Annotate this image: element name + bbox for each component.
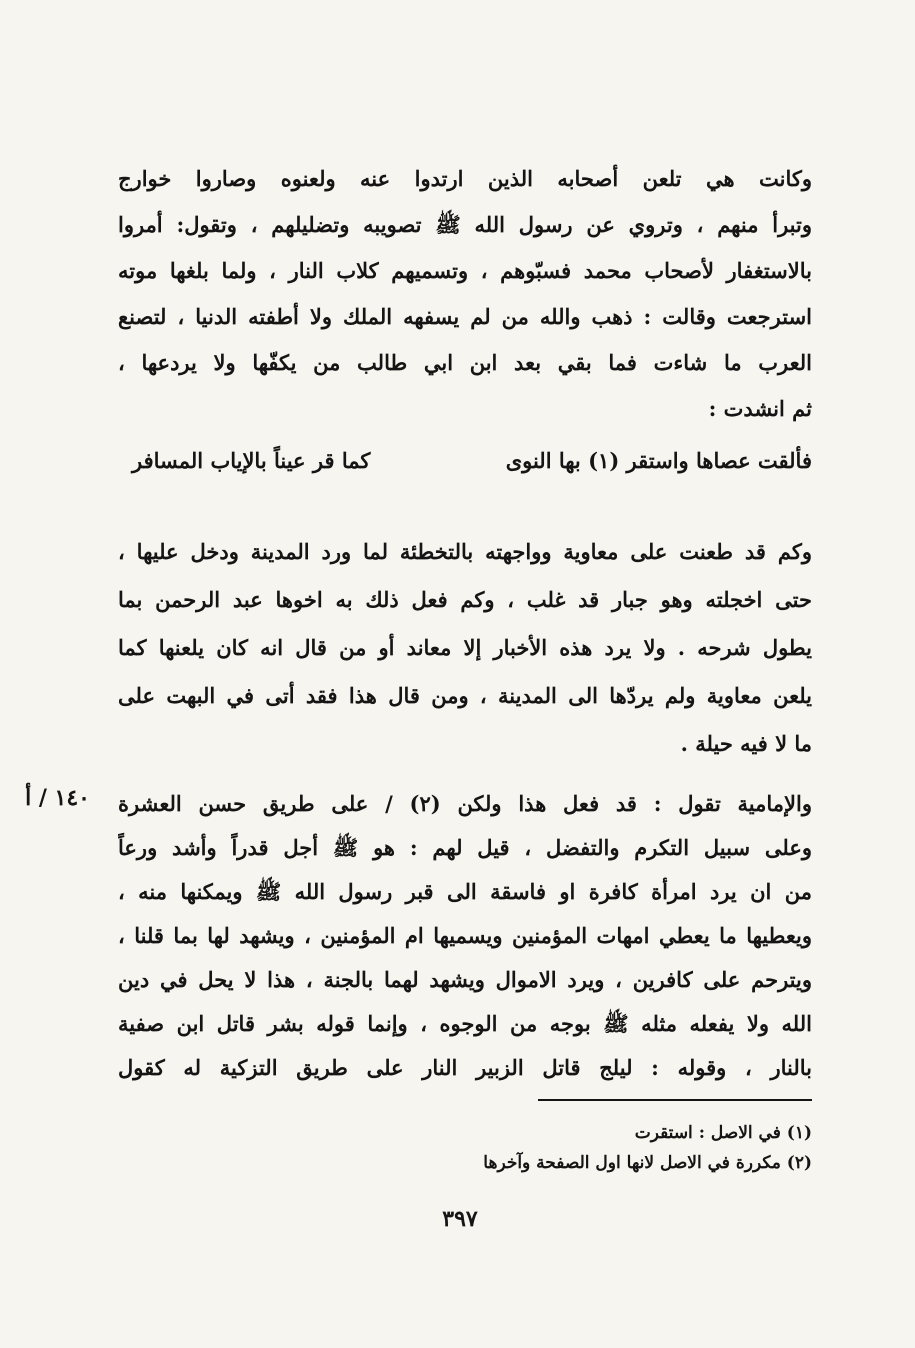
paragraph-2	[118, 528, 812, 768]
text-line: والإمامية تقول : قد فعل هذا ولكن (٢) / على طريق حسن العشرة	[118, 791, 812, 816]
verse-first-hemistich: فألقت عصاها واستقر (١) بها النوى	[505, 448, 812, 473]
text-line: ويعطيها ما يعطي امهات المؤمنين ويسميها ام المؤمنين ، ويشهد لها بما قلنا ،	[118, 923, 812, 948]
text-line: ما لا فيه حيلة .	[680, 731, 812, 756]
footnote: (١) في الاصل : استقرت	[634, 1123, 812, 1143]
verse-second-hemistich: كما قر عيناً بالإياب المسافر	[132, 448, 371, 473]
footnote-divider	[538, 1099, 812, 1101]
text-line: يطول شرحه . ولا يرد هذه الأخبار إلا معاند أو من قال انه كان يلعنها كما	[118, 635, 812, 660]
text-line: الله ولا يفعله مثله ﷺ بوجه من الوجوه ، وإنما قوله بشر قاتل ابن صفية	[118, 1011, 812, 1036]
text-line: ثم انشدت :	[708, 396, 812, 421]
text-line: استرجعت وقالت : ذهب والله من لم يسفهه الملك ولا أطفته الدنيا ، لتصنع	[118, 304, 812, 329]
text-line: وكانت هي تلعن أصحابه الذين ارتدوا عنه ولعنوه وصاروا خوارج	[118, 166, 812, 191]
text-line: ويترحم على كافرين ، ويرد الاموال ويشهد لهما بالجنة ، هذا لا يحل في دين	[118, 967, 812, 992]
text-line: وتبرأ منهم ، وتروي عن رسول الله ﷺ تصويبه وتضليلهم ، وتقول: أمروا	[118, 212, 812, 237]
text-line: يلعن معاوية ولم يردّها الى المدينة ، ومن قال هذا فقد أتى في البهت على	[118, 683, 812, 708]
text-line: من ان يرد امرأة كافرة او فاسقة الى قبر رسول الله ﷺ ويمكنها منه ،	[118, 879, 812, 904]
manuscript-folio-marker: ١٤٠ / أ	[25, 785, 90, 811]
page-number: ٣٩٧	[442, 1206, 478, 1232]
footnote: (٢) مكررة في الاصل لانها اول الصفحة وآخرها	[483, 1153, 812, 1173]
text-line: وعلى سبيل التكرم والتفضل ، قيل لهم : هو ﷺ أجل قدراً وأشد ورعاً	[118, 835, 812, 860]
poem-verse	[118, 438, 812, 484]
text-line: حتى اخجلته وهو جبار قد غلب ، وكم فعل ذلك به اخوها عبد الرحمن بما	[118, 587, 812, 612]
text-line: العرب ما شاءت فما بقي بعد ابن ابي طالب من يكفّها ولا يردعها ،	[118, 350, 812, 375]
paragraph-1	[118, 156, 812, 432]
paragraph-3	[118, 782, 812, 1090]
text-line: وكم قد طعنت على معاوية وواجهته بالتخطئة لما ورد المدينة ودخل عليها ،	[118, 539, 812, 564]
text-line: بالاستغفار لأصحاب محمد فسبّوهم ، وتسميهم كلاب النار ، ولما بلغها موته	[118, 258, 812, 283]
text-line: بالنار ، وقوله : ليلج قاتل الزبير النار على طريق التزكية له كقول	[118, 1055, 812, 1080]
footnotes	[300, 1118, 812, 1178]
